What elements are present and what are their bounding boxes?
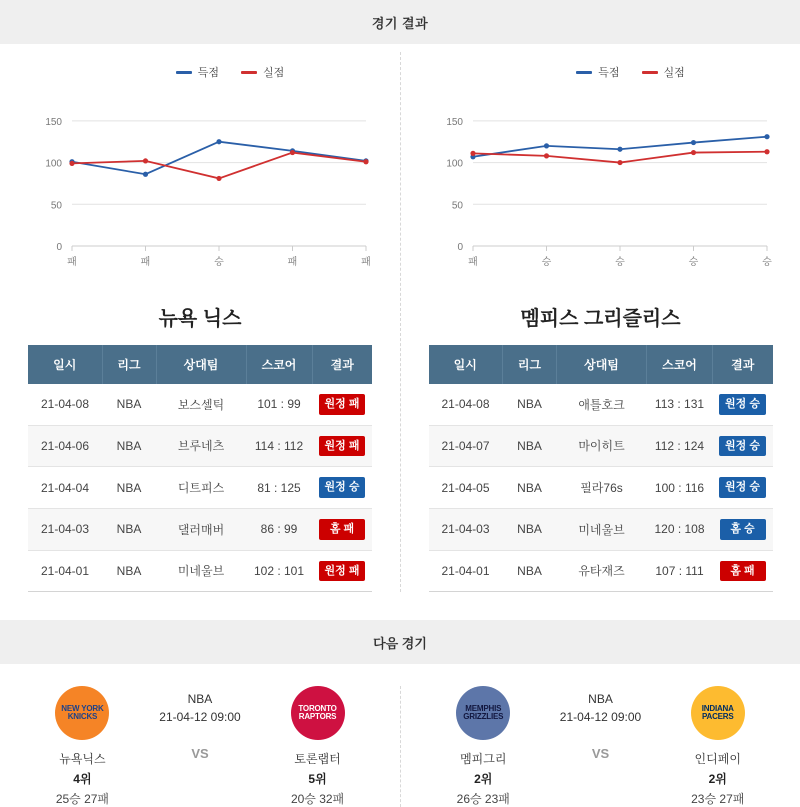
cell-league: NBA (102, 467, 156, 509)
status-badge: 원정 패 (319, 561, 366, 582)
x-tick-label: 승 (214, 257, 224, 268)
cell-date: 21-04-01 (28, 550, 102, 592)
th-score: 스코어 (246, 345, 312, 384)
league-label: NBA (187, 692, 213, 707)
y-tick-label: 50 (50, 200, 62, 212)
x-tick-label: 패 (67, 257, 77, 268)
cell-league: NBA (102, 425, 156, 467)
cell-date: 21-04-08 (28, 384, 102, 425)
status-badge: 원정 패 (319, 436, 366, 457)
table-header-row (28, 345, 372, 384)
legend-item-conceded (642, 64, 685, 80)
legend-swatch-scored (576, 71, 592, 74)
cell-league: NBA (102, 550, 156, 592)
data-point (470, 151, 475, 156)
legend-label-scored: 득점 (197, 67, 219, 79)
series-line-득점 (72, 142, 366, 175)
cell-result (713, 384, 773, 425)
cell-result (713, 550, 773, 592)
status-badge: 원정 패 (319, 394, 366, 415)
legend-item-scored (576, 64, 619, 80)
table-row (28, 425, 372, 467)
cell-date: 21-04-03 (28, 508, 102, 550)
team-logo-icon: INDIANA PACERS (691, 686, 745, 740)
chart-legend-right (461, 52, 800, 82)
cell-opponent: 보스셀틱 (156, 384, 246, 425)
line-chart-right (411, 86, 791, 286)
team-logo-icon: NEW YORK KNICKS (55, 686, 109, 740)
data-point (764, 134, 769, 139)
legend-swatch-conceded (642, 71, 658, 74)
team-name: 뉴욕닉스 (59, 752, 106, 767)
cell-opponent: 디트피스 (156, 467, 246, 509)
next-games-header-label: 다음 경기 (373, 635, 427, 651)
cell-opponent: 미네울브 (557, 508, 647, 550)
team-name: 인디페이 (694, 752, 741, 767)
data-point (143, 172, 148, 177)
next-game-home-team (26, 686, 139, 807)
team-title-right: 멤피스 그리즐리스 (520, 308, 681, 330)
cell-league: NBA (102, 384, 156, 425)
team-record: 23승 27패 (691, 792, 745, 807)
cell-score: 120 : 108 (647, 508, 713, 550)
y-tick-label: 150 (45, 116, 62, 128)
th-date: 일시 (429, 345, 503, 384)
cell-result (713, 425, 773, 467)
table-row (429, 425, 773, 467)
legend-item-scored (176, 64, 219, 80)
next-games-section-header (0, 620, 800, 664)
y-tick-label: 50 (451, 200, 463, 212)
table-header-row (429, 345, 773, 384)
cell-opponent: 미네울브 (156, 550, 246, 592)
y-tick-label: 150 (446, 116, 463, 128)
status-badge: 홈 패 (319, 519, 365, 540)
data-point (290, 150, 295, 155)
th-result: 결과 (312, 345, 372, 384)
th-date: 일시 (28, 345, 102, 384)
legend-label-scored: 득점 (598, 67, 620, 79)
vs-label: VS (191, 746, 209, 762)
cell-result (312, 425, 372, 467)
x-tick-label: 승 (688, 257, 699, 268)
x-tick-label: 승 (615, 257, 625, 268)
panel-left (0, 52, 400, 592)
y-tick-label: 100 (45, 158, 62, 170)
team-record: 26승 23패 (456, 792, 510, 807)
x-tick-label: 패 (287, 257, 298, 268)
y-tick-label: 0 (457, 242, 463, 253)
cell-result (312, 508, 372, 550)
data-point (691, 150, 696, 155)
cell-date: 21-04-08 (429, 384, 503, 425)
data-point (617, 147, 622, 152)
charts-row (0, 44, 800, 592)
data-point (69, 161, 74, 166)
data-point (544, 153, 549, 158)
cell-opponent: 마이히트 (557, 425, 647, 467)
table-row (28, 550, 372, 592)
team-logo-icon: TORONTO RAPTORS (291, 686, 345, 740)
legend-swatch-scored (176, 71, 192, 74)
results-header-label: 경기 결과 (371, 15, 429, 31)
th-score: 스코어 (647, 345, 713, 384)
team-record: 20승 32패 (290, 792, 345, 807)
data-point (544, 143, 549, 148)
cell-league: NBA (503, 550, 557, 592)
game-time: 21-04-12 09:00 (559, 710, 642, 725)
next-game-away-team (661, 686, 774, 807)
results-table-right (429, 345, 773, 592)
series-line-실점 (72, 153, 366, 179)
legend-label-conceded: 실점 (663, 67, 685, 79)
panel-right (400, 52, 800, 592)
cell-league: NBA (503, 425, 557, 467)
cell-score: 112 : 124 (647, 425, 713, 467)
data-point (764, 149, 769, 154)
table-row (429, 508, 773, 550)
cell-date: 21-04-03 (429, 508, 503, 550)
legend-label-conceded: 실점 (263, 67, 285, 79)
team-rank: 2위 (474, 772, 493, 787)
table-row (28, 508, 372, 550)
status-badge: 원정 승 (719, 436, 766, 457)
cell-opponent: 애틀호크 (557, 384, 647, 425)
cell-date: 21-04-04 (28, 467, 102, 509)
cell-score: 102 : 101 (246, 550, 312, 592)
cell-result (312, 550, 372, 592)
next-game-home-team (427, 686, 540, 807)
cell-result (713, 508, 773, 550)
team-record: 25승 27패 (55, 792, 110, 807)
x-tick-label: 승 (541, 257, 552, 268)
team-rank: 5위 (308, 772, 327, 787)
status-badge: 원정 승 (319, 477, 366, 498)
vs-label: VS (591, 746, 610, 762)
status-badge: 홈 패 (720, 561, 766, 582)
data-point (617, 160, 622, 165)
th-league: 리그 (102, 345, 156, 384)
status-badge: 원정 승 (719, 394, 766, 415)
cell-date: 21-04-01 (429, 550, 503, 592)
cell-opponent: 필라76s (557, 467, 647, 509)
cell-score: 107 : 111 (647, 550, 713, 592)
cell-score: 101 : 99 (246, 384, 312, 425)
th-opponent: 상대팀 (557, 345, 647, 384)
status-badge: 홈 승 (720, 519, 766, 540)
table-row (429, 384, 773, 425)
data-point (216, 176, 221, 181)
x-tick-label: 패 (468, 257, 478, 268)
results-section-header (0, 0, 800, 44)
game-time: 21-04-12 09:00 (159, 710, 241, 725)
team-name: 토론랩터 (294, 752, 341, 767)
th-opponent: 상대팀 (156, 345, 246, 384)
legend-swatch-conceded (241, 71, 257, 74)
status-badge: 원정 승 (719, 477, 766, 498)
data-point (363, 159, 368, 164)
y-tick-label: 0 (56, 242, 62, 253)
next-game-info (540, 686, 662, 761)
line-chart-left (10, 86, 390, 286)
cell-score: 113 : 131 (647, 384, 713, 425)
cell-league: NBA (503, 508, 557, 550)
table-row (429, 467, 773, 509)
team-title-left: 뉴욕 닉스 (158, 308, 242, 330)
cell-opponent: 브루네츠 (156, 425, 246, 467)
results-table-left (28, 345, 372, 592)
cell-score: 81 : 125 (246, 467, 312, 509)
team-logo-icon: MEMPHIS GRIZZLIES (456, 686, 510, 740)
cell-date: 21-04-07 (429, 425, 503, 467)
cell-score: 114 : 112 (246, 425, 312, 467)
next-game-info (139, 686, 261, 761)
cell-opponent: 댈러매버 (156, 508, 246, 550)
cell-result (713, 467, 773, 509)
cell-league: NBA (503, 467, 557, 509)
cell-score: 100 : 116 (647, 467, 713, 509)
data-point (691, 140, 696, 145)
cell-result (312, 467, 372, 509)
chart-right (401, 82, 800, 286)
next-game-panel (400, 686, 800, 807)
x-tick-label: 승 (762, 257, 772, 268)
cell-result (312, 384, 372, 425)
y-tick-label: 100 (446, 158, 463, 170)
next-game-panel (0, 686, 400, 807)
chart-left (0, 82, 400, 286)
table-row (28, 384, 372, 425)
x-tick-label: 패 (361, 257, 371, 268)
data-point (216, 139, 221, 144)
next-game-away-team (261, 686, 374, 807)
table-row (28, 467, 372, 509)
chart-legend-left (60, 52, 400, 82)
th-result: 결과 (713, 345, 773, 384)
team-rank: 2위 (708, 772, 727, 787)
cell-league: NBA (102, 508, 156, 550)
x-tick-label: 패 (140, 257, 151, 268)
cell-date: 21-04-06 (28, 425, 102, 467)
league-label: NBA (588, 692, 613, 707)
data-point (143, 158, 148, 163)
table-row (429, 550, 773, 592)
cell-league: NBA (503, 384, 557, 425)
team-rank: 4위 (73, 772, 92, 787)
team-name: 멤피그리 (460, 752, 507, 767)
cell-opponent: 유타재즈 (557, 550, 647, 592)
th-league: 리그 (503, 345, 557, 384)
cell-score: 86 : 99 (246, 508, 312, 550)
cell-date: 21-04-05 (429, 467, 503, 509)
legend-item-conceded (241, 64, 284, 80)
